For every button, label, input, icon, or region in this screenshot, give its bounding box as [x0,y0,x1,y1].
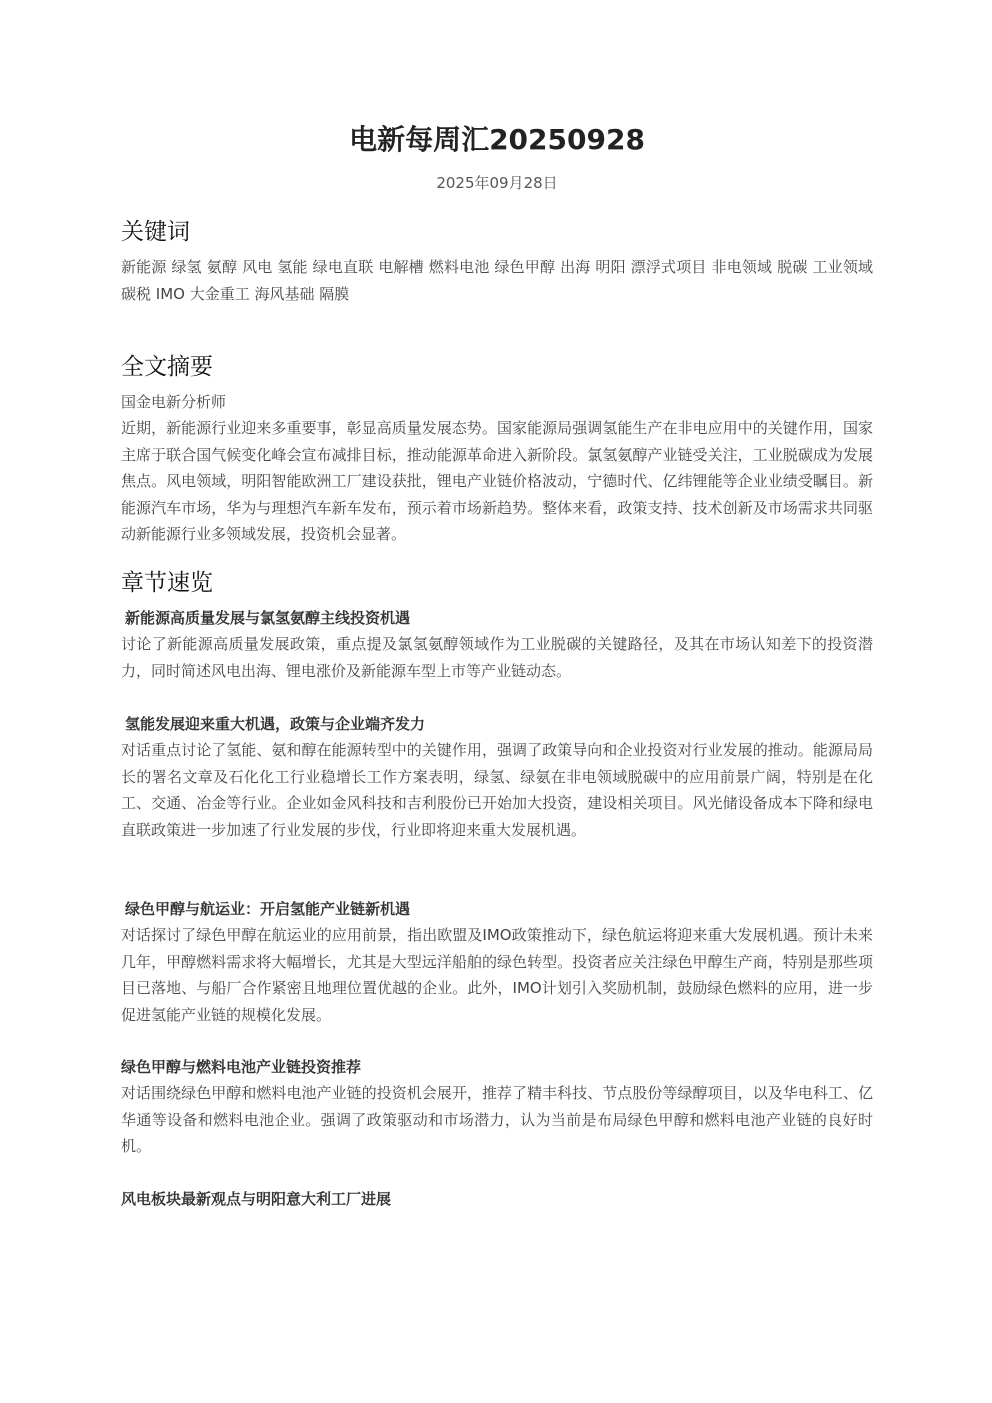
chapter-4-title: 绿色甲醇与燃料电池产业链投资推荐 [121,1058,362,1076]
document-date: 2025年09月28日 [436,174,558,192]
chapters-heading: 章节速览 [121,570,213,596]
document-title: 电新每周汇20250928 [349,123,645,156]
chapter-1-title: 新能源高质量发展与氯氢氨醇主线投资机遇 [125,609,411,627]
chapter-2-title: 氢能发展迎来重大机遇，政策与企业端齐发力 [125,715,426,733]
chapter-3-text: 对话探讨了绿色甲醇在航运业的应用前景，指出欧盟及IMO政策推动下，绿色航运将迎来重大发展机遇。预计未来几年，甲醇燃料需求将大幅增长，尤其是大型远洋船舶的绿色转型。投资者应关注绿色甲醇生产商，特别是那些项目已落地、与船厂合作紧密且地理位置优越的企业。此外，IMO计划引入奖励机制，鼓励绿色燃料的应用，进一步促进氢能产业链的规模化发展。 [121,926,873,1024]
summary-heading: 全文摘要 [121,354,213,380]
summary-text: 近期，新能源行业迎来多重要事，彰显高质量发展态势。国家能源局强调氢能生产在非电应用中的关键作用，国家主席于联合国气候变化峰会宣布减排目标，推动能源革命进入新阶段。氯氢氨醇产业链受关注，工业脱碳成为发展焦点。风电领域，明阳智能欧洲工厂建设获批，锂电产业链价格波动，宁德时代、亿纬锂能等企业业绩受瞩目。新能源汽车市场，华为与理想汽车新车发布，预示着市场新趋势。整体来看，政策支持、技术创新及市场需求共同驱动新能源行业多领域发展，投资机会显著。 [121,419,873,543]
chapter-5-title: 风电板块最新观点与明阳意大利工厂进展 [121,1190,392,1208]
chapter-2-text: 对话重点讨论了氢能、氨和醇在能源转型中的关键作用，强调了政策导向和企业投资对行业发展的推动。能源局局长的署名文章及石化化工行业稳增长工作方案表明，绿氢、绿氨在非电领域脱碳中的应用前景广阔，特别是在化工、交通、冶金等行业。企业如金风科技和吉利股份已开始加大投资，建设相关项目。风光储设备成本下降和绿电直联政策进一步加速了行业发展的步伐，行业即将迎来重大发展机遇。 [121,741,873,839]
chapter-1-text: 讨论了新能源高质量发展政策，重点提及氯氢氨醇领域作为工业脱碳的关键路径，及其在市场认知差下的投资潜力，同时简述风电出海、锂电涨价及新能源车型上市等产业链动态。 [121,635,873,680]
keywords-text: 新能源 绿氢 氨醇 风电 氢能 绿电直联 电解槽 燃料电池 绿色甲醇 出海 明阳 漂浮式项目 非电领域 脱碳 工业领域 碳税 IMO 大金重工 海风基础 隔膜 [121,258,873,303]
keywords-heading: 关键词 [121,219,190,245]
summary-author: 国金电新分析师 [121,393,227,411]
chapter-3-title: 绿色甲醇与航运业：开启氢能产业链新机遇 [125,900,411,918]
chapter-4-text: 对话围绕绿色甲醇和燃料电池产业链的投资机会展开，推荐了精丰科技、节点股份等绿醇项目，以及华电科工、亿华通等设备和燃料电池企业。强调了政策驱动和市场潜力，认为当前是布局绿色甲醇和燃料电池产业链的良好时机。 [121,1084,873,1155]
